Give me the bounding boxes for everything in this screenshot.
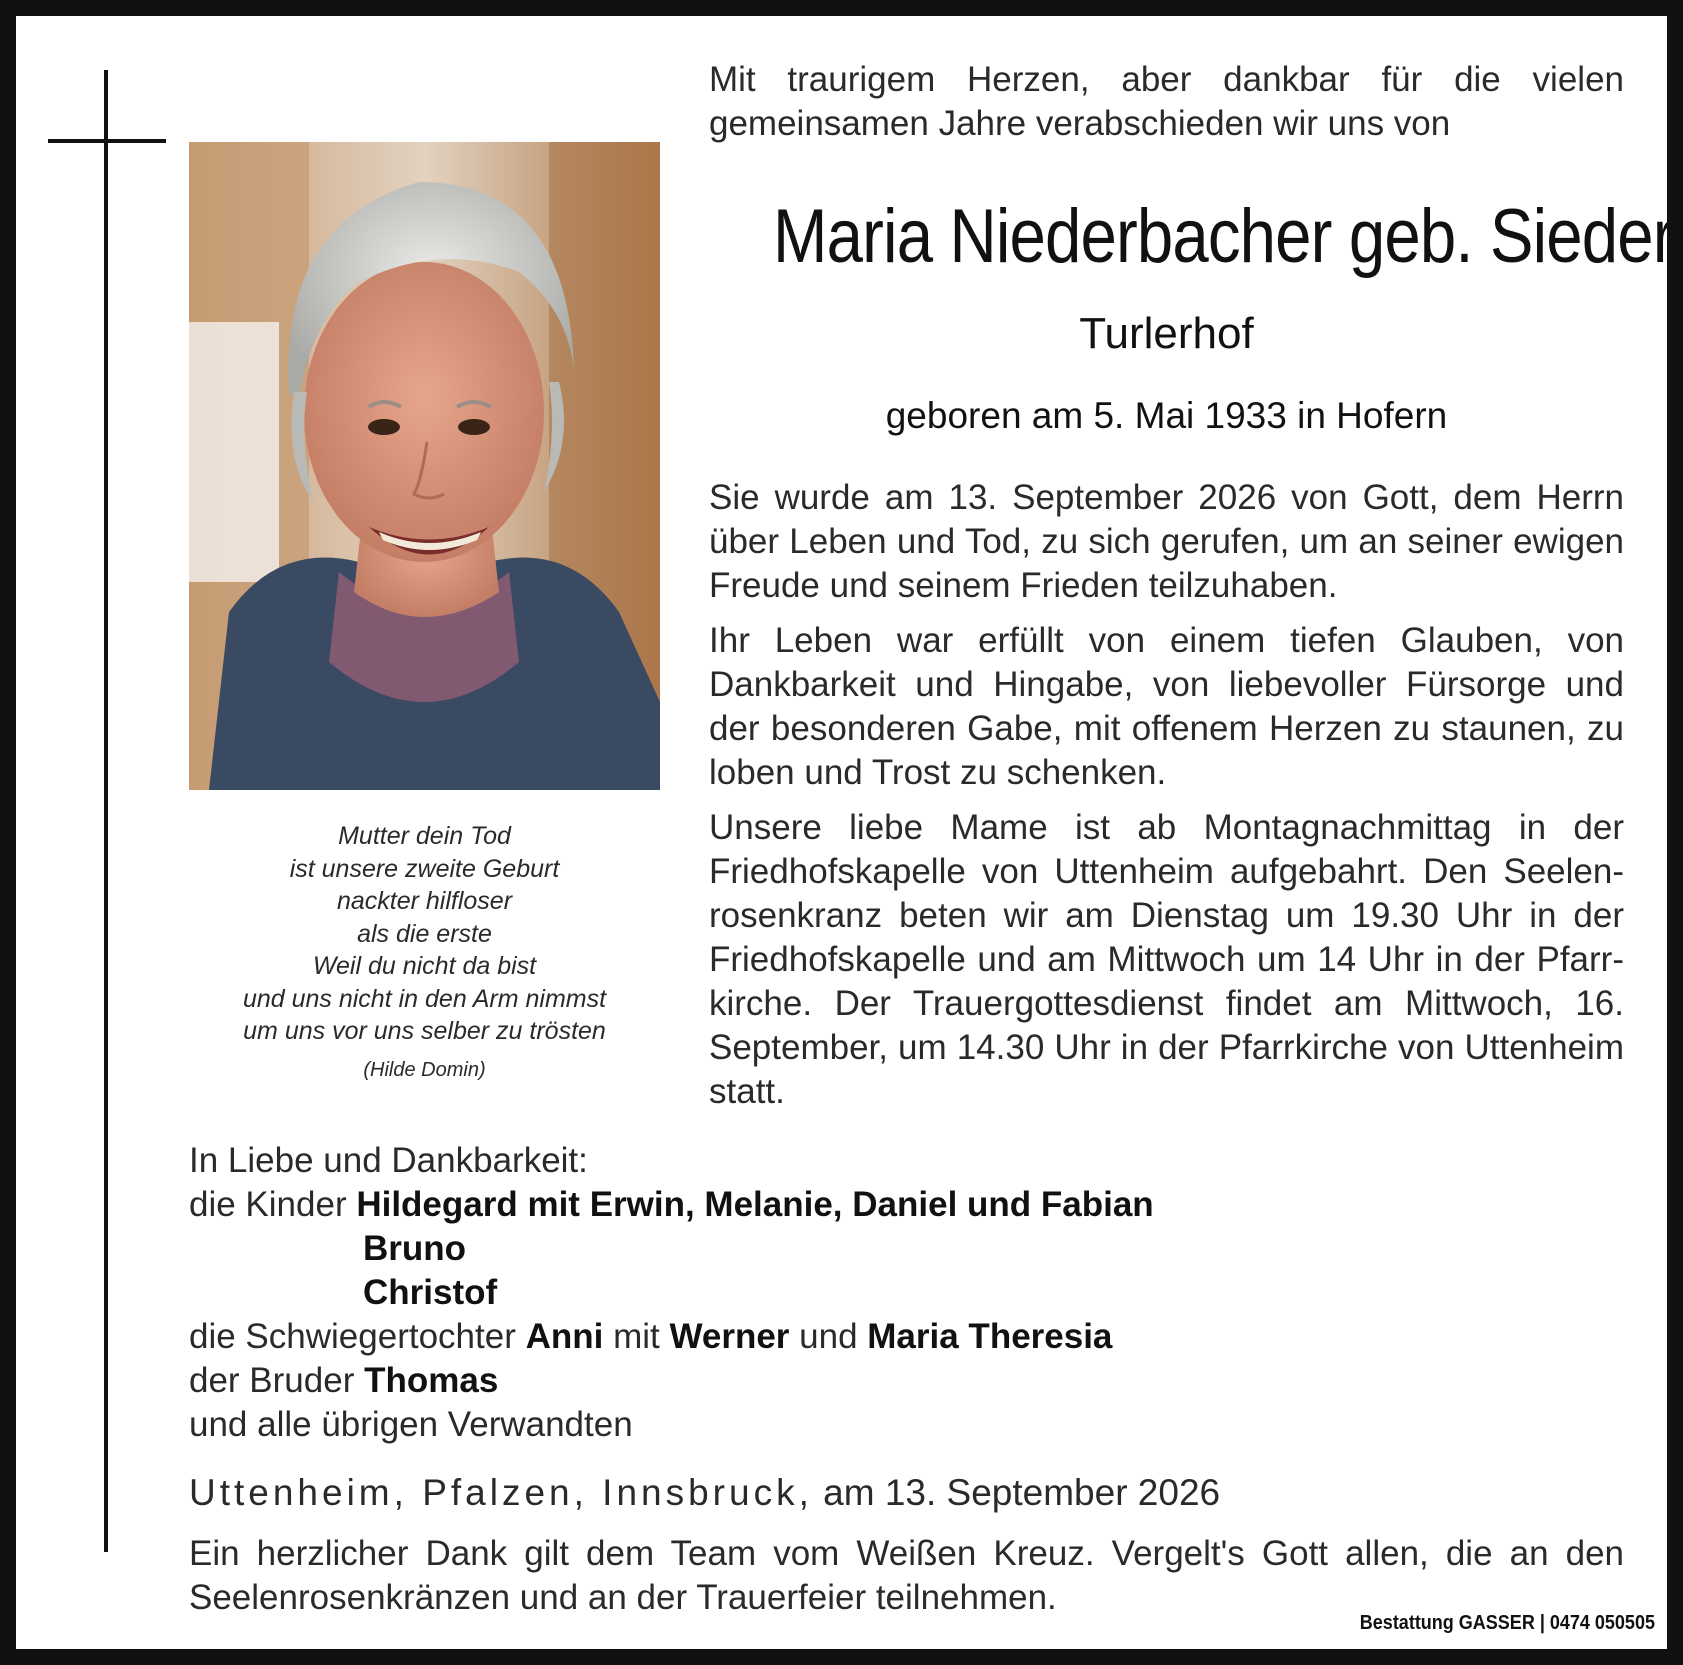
and-text: und	[789, 1317, 868, 1356]
poem-line: Weil du nicht da bist	[312, 952, 537, 980]
mourners-daughter-in-law	[189, 1315, 1619, 1359]
poem-line: und uns nicht in den Arm nimmst	[242, 984, 607, 1013]
mourners-children	[189, 1227, 1619, 1271]
poem-line: nackter hilfloser	[336, 887, 513, 915]
birth-info: geboren am 5. Mai 1933 in Hofern	[885, 395, 1448, 436]
child-name: Bruno	[363, 1229, 467, 1268]
poem-line: ist unsere zweite Geburt	[289, 854, 560, 883]
mourners-children	[189, 1271, 1619, 1315]
obituary-paragraph: Unsere liebe Mame ist ab Montagnachmittag in der Friedhofskapelle von Uttenheim aufgebahrt. Den Seelenrosenkranz beten wir am Dienstag um 19.30 Uhr in der Friedhofskapelle und am Mittwoch um 14 Uhr in der Pfarrkirche. Der Trauergottesdienst findet am Mittwoch, 16. September, um 14.30 Uhr in der Pfarrkirche von Uttenheim statt.	[709, 808, 1624, 1111]
mourners-brother	[189, 1359, 1619, 1403]
poem-line: Mutter dein Tod	[338, 822, 511, 850]
grandchild-name: Maria Theresia	[867, 1317, 1113, 1356]
obituary-paragraph: Ihr Leben war erfüllt von einem tiefen Glauben, von Dankbarkeit und Hingabe, von liebevoller Fürsorge und der besonderen Gabe, mit offenem Herzen zu staunen, zu loben und Trost zu schenken.	[709, 621, 1624, 792]
daughter-in-law-prefix: die Schwiegertochter	[189, 1317, 526, 1356]
intro-text: Mit traurigem Herzen, aber dankbar für die vielen gemeinsamen Jahre verabschieden wir uns von	[709, 60, 1624, 143]
mourners-list	[189, 1139, 1619, 1447]
deceased-name: Maria Niederbacher geb. Sieder	[773, 194, 1674, 279]
child-name: Christof	[363, 1273, 498, 1312]
daughter-in-law-name: Anni	[525, 1317, 604, 1356]
poem-line: als die erste	[357, 919, 492, 948]
poem-author: (Hilde Domin)	[363, 1058, 486, 1081]
brother-prefix: der Bruder	[189, 1361, 365, 1400]
cross-horizontal-bar	[48, 139, 166, 143]
children-prefix: die Kinder	[189, 1185, 357, 1224]
farm-name: Turlerhof	[1079, 309, 1254, 358]
cross-vertical-bar	[104, 70, 108, 1552]
obituary-body	[709, 476, 1624, 1125]
place-locations: Uttenheim, Pfalzen, Innsbruck,	[189, 1472, 813, 1513]
mourners-heading: In Liebe und Dankbarkeit:	[189, 1141, 588, 1180]
thanks-note: Ein herzlicher Dank gilt dem Team vom Weißen Kreuz. Vergelt's Gott allen, die an den Seelenrosenkränzen und an der Trauerfeier teilnehmen.	[189, 1534, 1624, 1617]
with-text: mit	[603, 1317, 670, 1356]
undertaker-contact: Bestattung GASSER | 0474 050505	[1359, 1612, 1655, 1634]
mourners-others: und alle übrigen Verwandten	[189, 1405, 633, 1444]
brother-name: Thomas	[364, 1361, 499, 1400]
mourners-children	[189, 1183, 1619, 1227]
poem-line: um uns vor uns selber zu trösten	[243, 1017, 606, 1045]
child-name: Hildegard mit Erwin, Melanie, Daniel und Fabian	[356, 1185, 1154, 1224]
place-and-date	[189, 1470, 1220, 1516]
portrait-photo	[189, 142, 660, 790]
poem	[189, 820, 660, 1086]
partner-name: Werner	[669, 1317, 790, 1356]
place-date: am 13. September 2026	[812, 1472, 1221, 1513]
obituary-paragraph: Sie wurde am 13. September 2026 von Gott, dem Herrn über Leben und Tod, zu sich gerufen, um an seiner ewigen Freude und seinem Frieden teilzuhaben.	[709, 478, 1624, 605]
